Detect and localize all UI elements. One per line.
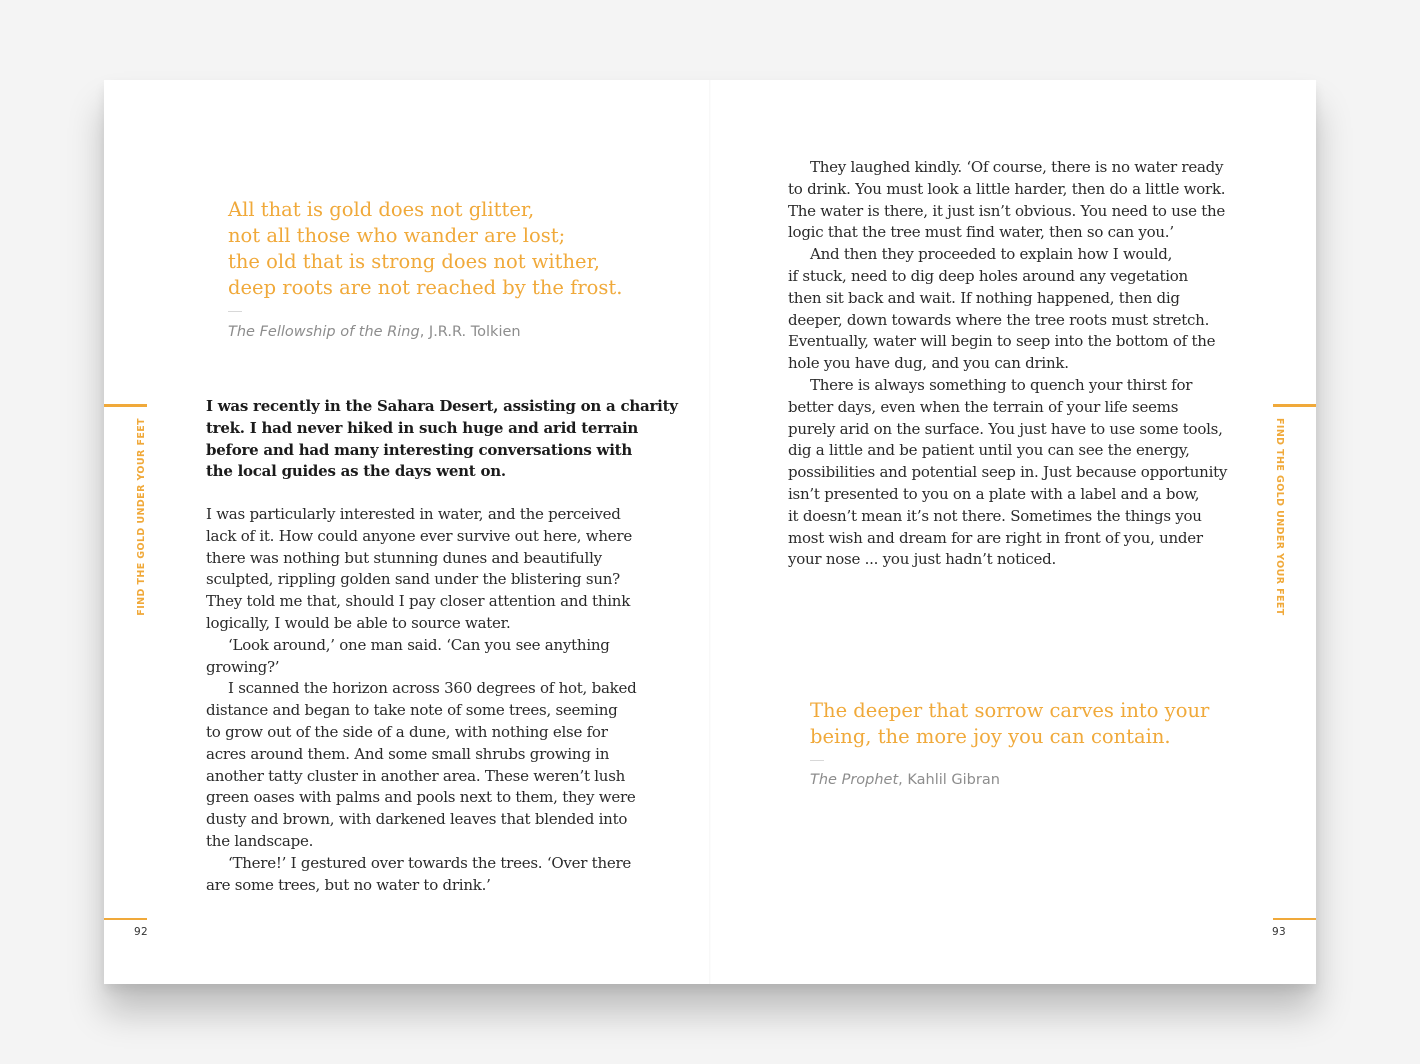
- body-line: are some trees, but no water to drink.’: [206, 875, 491, 894]
- page-number: 93: [1272, 926, 1286, 938]
- side-tab-bar: [1273, 404, 1316, 407]
- right-body-text: [788, 157, 1227, 571]
- lead-line: trek. I had never hiked in such huge and arid terrain: [206, 418, 639, 437]
- body-line: And then they proceeded to explain how I would,: [810, 245, 1173, 264]
- body-line: logic that the tree must find water, then so can you.’: [788, 223, 1174, 242]
- side-tab-bar: [104, 404, 147, 407]
- epigraph-line: All that is gold does not glitter,: [228, 198, 535, 221]
- body-line: Eventually, water will begin to seep into the bottom of the: [788, 332, 1216, 351]
- body-line: growing?’: [206, 657, 280, 676]
- epigraph-line: being, the more joy you can contain.: [810, 725, 1171, 748]
- left-body-text: [206, 504, 636, 896]
- book-spread: [104, 80, 1316, 984]
- footer-rule: [1273, 918, 1316, 920]
- left-epigraph: [228, 197, 622, 301]
- body-line: possibilities and potential seep in. Just because opportunity: [788, 463, 1228, 482]
- right-page: [710, 80, 1316, 984]
- body-line: if stuck, need to dig deep holes around any vegetation: [788, 266, 1188, 285]
- body-line: isn’t presented to you on a plate with a label and a bow,: [788, 484, 1200, 503]
- footer-rule: [104, 918, 147, 920]
- body-line: I scanned the horizon across 360 degrees of hot, baked: [228, 679, 637, 698]
- body-line: dig a little and be patient until you can see the energy,: [788, 441, 1190, 460]
- epigraph-divider: [228, 311, 242, 312]
- body-line: it doesn’t mean it’s not there. Sometimes the things you: [788, 506, 1202, 525]
- lead-line: I was recently in the Sahara Desert, assisting on a charity: [206, 397, 678, 415]
- body-line: there was nothing but stunning dunes and beautifully: [206, 548, 602, 567]
- body-line: another tatty cluster in another area. These weren’t lush: [206, 766, 626, 785]
- source-author: , J.R.R. Tolkien: [419, 324, 521, 340]
- body-line: They laughed kindly. ‘Of course, there is no water ready: [810, 158, 1224, 176]
- page-number: 92: [134, 926, 148, 938]
- body-line: hole you have dug, and you can drink.: [788, 354, 1069, 373]
- right-epigraph: [810, 698, 1209, 750]
- epigraph-line: the old that is strong does not wither,: [228, 250, 600, 273]
- body-line: to grow out of the side of a dune, with nothing else for: [206, 722, 608, 741]
- body-line: logically, I would be able to source water.: [206, 613, 511, 632]
- running-head: FIND THE GOLD UNDER YOUR FEET: [1274, 418, 1285, 616]
- left-epigraph-source: [228, 324, 521, 340]
- body-line: purely arid on the surface. You just have to use some tools,: [788, 419, 1223, 438]
- body-line: deeper, down towards where the tree roots must stretch.: [788, 310, 1210, 329]
- body-line: sculpted, rippling golden sand under the blistering sun?: [206, 570, 620, 589]
- body-line: There is always something to quench your thirst for: [810, 375, 1193, 394]
- body-line: green oases with palms and pools next to them, they were: [206, 788, 636, 807]
- left-page: [104, 80, 710, 984]
- lead-line: the local guides as the days went on.: [206, 462, 506, 481]
- body-line: most wish and dream for are right in front of you, under: [788, 528, 1203, 547]
- body-line: your nose ... you just hadn’t noticed.: [788, 550, 1057, 569]
- body-line: distance and began to take note of some trees, seeming: [206, 701, 618, 720]
- right-epigraph-source: [810, 772, 1000, 788]
- body-line: acres around them. And some small shrubs growing in: [206, 744, 610, 763]
- body-line: The water is there, it just isn’t obvious. You need to use the: [788, 201, 1226, 220]
- lead-paragraph: [206, 396, 678, 483]
- body-line: better days, even when the terrain of your life seems: [788, 397, 1179, 416]
- body-line: They told me that, should I pay closer attention and think: [206, 592, 631, 611]
- body-line: to drink. You must look a little harder, then do a little work.: [788, 179, 1226, 198]
- epigraph-line: The deeper that sorrow carves into your: [810, 699, 1210, 722]
- body-line: ‘There!’ I gestured over towards the trees. ‘Over there: [228, 853, 632, 872]
- running-head: FIND THE GOLD UNDER YOUR FEET: [136, 418, 147, 616]
- body-line: I was particularly interested in water, and the perceived: [206, 505, 621, 523]
- body-line: ‘Look around,’ one man said. ‘Can you see anything: [228, 635, 610, 654]
- body-line: then sit back and wait. If nothing happened, then dig: [788, 288, 1180, 307]
- epigraph-line: not all those who wander are lost;: [228, 224, 566, 247]
- source-title: The Prophet: [810, 772, 899, 788]
- body-line: the landscape.: [206, 831, 314, 850]
- source-title: The Fellowship of the Ring: [228, 324, 420, 340]
- lead-line: before and had many interesting conversations with: [206, 440, 632, 459]
- epigraph-line: deep roots are not reached by the frost.: [228, 276, 623, 299]
- body-line: dusty and brown, with darkened leaves that blended into: [206, 810, 628, 829]
- epigraph-divider: [810, 760, 824, 761]
- source-author: , Kahlil Gibran: [898, 772, 1000, 788]
- body-line: lack of it. How could anyone ever survive out here, where: [206, 526, 632, 545]
